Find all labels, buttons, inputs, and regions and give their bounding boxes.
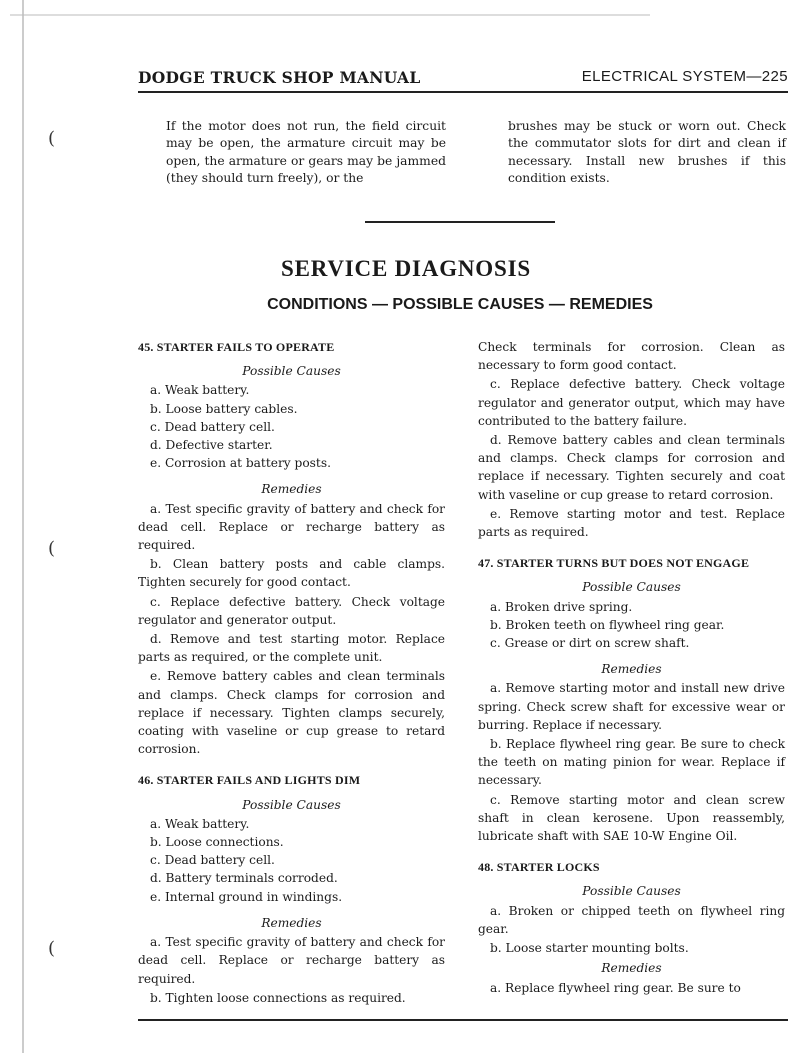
- cause-item: e. Corrosion at battery posts.: [150, 456, 331, 471]
- remedy-paragraph: b. Replace flywheel ring gear. Be sure to check the teeth on mating pinion for wear. Replace if necessary.: [478, 737, 785, 788]
- remedy-paragraph: e. Remove starting motor and test. Replace parts as required.: [478, 506, 785, 540]
- remedy-paragraph: c. Replace defective battery. Check voltage regulator and generator output, which may have contributed to the battery failure.: [478, 377, 785, 428]
- cause-item: d. Battery terminals corroded.: [150, 871, 338, 886]
- running-header: [138, 68, 788, 90]
- subheading: Remedies: [261, 482, 322, 497]
- remedy-paragraph: a. Remove starting motor and install new drive spring. Check screw shaft for excessive wear or burring. Replace if necessary.: [478, 681, 785, 732]
- cause-item: c. Dead battery cell.: [150, 853, 275, 868]
- subheading: Remedies: [601, 961, 662, 976]
- continued-paragraph: Check terminals for corrosion. Clean as necessary to form good contact.: [478, 340, 785, 373]
- subheading: Remedies: [261, 915, 322, 930]
- remedy-paragraph: a. Test specific gravity of battery and check for dead cell. Replace or recharge battery as required.: [138, 935, 445, 986]
- cause-item: c. Grease or dirt on screw shaft.: [490, 636, 690, 651]
- punch-hole-mark: (: [48, 538, 56, 559]
- remedy-paragraph: b. Loose starter mounting bolts.: [490, 941, 689, 956]
- intro-paragraph-right: brushes may be stuck or worn out. Check the commutator slots for dirt and clean if necessary. Install new brushes if this condition exists.: [508, 119, 786, 186]
- spacer: [478, 652, 785, 658]
- cause-item: b. Loose connections.: [150, 835, 284, 850]
- punch-hole-mark: (: [48, 128, 56, 149]
- cause-item: e. Internal ground in windings.: [150, 889, 343, 904]
- remedy-paragraph: a. Broken or chipped teeth on flywheel ring gear.: [478, 903, 785, 936]
- cause-item: b. Broken teeth on flywheel ring gear.: [490, 617, 725, 632]
- right-column: [478, 338, 785, 998]
- subheading: Possible Causes: [242, 797, 341, 812]
- spacer: [478, 846, 785, 858]
- subheading: Remedies: [601, 662, 662, 677]
- section-heading: 45. STARTER FAILS TO OPERATE: [138, 340, 335, 354]
- cause-item: a. Broken drive spring.: [490, 599, 633, 614]
- scan-artifact: [10, 14, 650, 16]
- remedy-paragraph: a. Replace flywheel ring gear. Be sure to: [490, 980, 741, 995]
- punch-hole-mark: (: [48, 938, 56, 959]
- cause-item: c. Dead battery cell.: [150, 419, 275, 434]
- remedy-paragraph: c. Remove starting motor and clean screw shaft in clean kerosene. Upon reassembly, lubricate shaft with SAE 10-W Engine Oil.: [478, 792, 785, 844]
- remedy-paragraph: d. Remove and test starting motor. Replace parts as required, or the complete unit.: [138, 632, 445, 665]
- spacer: [478, 542, 785, 554]
- cause-item: b. Loose battery cables.: [150, 401, 298, 416]
- subheading: Possible Causes: [242, 364, 341, 379]
- spacer: [138, 472, 445, 478]
- subheading: Possible Causes: [582, 580, 681, 595]
- remedy-paragraph: d. Remove battery cables and clean terminals and clamps. Check clamps for corrosion and replace if necessary. Tighten securely and coat with vaseline or cup grease to retard corrosion.: [478, 433, 785, 502]
- spacer: [138, 906, 445, 912]
- remedy-paragraph: a. Test specific gravity of battery and check for dead cell. Replace or recharge battery as required.: [138, 501, 445, 553]
- page-subtitle: CONDITIONS — POSSIBLE CAUSES — REMEDIES: [267, 296, 653, 313]
- section-heading: 48. STARTER LOCKS: [478, 860, 600, 875]
- subheading: Possible Causes: [582, 884, 681, 899]
- remedy-paragraph: e. Remove battery cables and clean terminals and clamps. Check clamps for corrosion and replace if necessary. Tighten clamps securely, coating with vaseline or cup grease to retard corrosion.: [138, 669, 445, 757]
- remedy-paragraph: c. Replace defective battery. Check voltage regulator and generator output.: [138, 594, 445, 627]
- cause-item: d. Defective starter.: [150, 438, 273, 453]
- section-divider: [365, 221, 555, 223]
- section-heading: 47. STARTER TURNS BUT DOES NOT ENGAGE: [478, 556, 750, 571]
- cause-item: a. Weak battery.: [150, 816, 250, 831]
- remedy-paragraph: b. Tighten loose connections as required.: [150, 990, 406, 1005]
- left-column: [138, 338, 445, 1008]
- page-binding-edge: [22, 0, 24, 1053]
- header-rule: [138, 91, 788, 93]
- manual-title: DODGE TRUCK SHOP MANUAL: [138, 68, 421, 87]
- footer-rule: [138, 1019, 788, 1021]
- remedy-paragraph: b. Clean battery posts and cable clamps. Tighten securely for good contact.: [138, 557, 445, 590]
- cause-item: a. Weak battery.: [150, 383, 250, 398]
- intro-paragraph-left: If the motor does not run, the field circuit may be open, the armature circuit may be open, the armature or gears may be jammed (they should turn freely), or the: [166, 119, 446, 186]
- page-title: SERVICE DIAGNOSIS: [281, 256, 531, 281]
- spacer: [138, 759, 445, 771]
- section-page-number: ELECTRICAL SYSTEM—225: [581, 68, 788, 85]
- section-heading: 46. STARTER FAILS AND LIGHTS DIM: [138, 773, 361, 788]
